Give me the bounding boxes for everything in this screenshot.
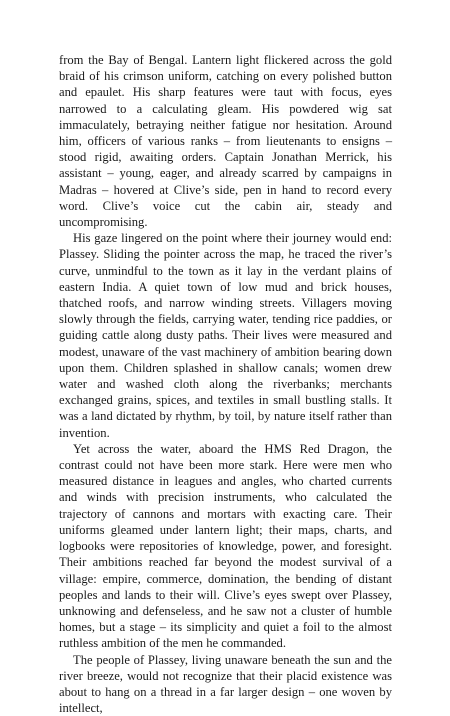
paragraph-1: from the Bay of Bengal. Lantern light flickered across the gold braid of his crimson uniform, catching on every polished button and epaulet. His sharp features were taut with focus, eyes narrowed to a calculating gleam. His powdered wig sat immaculately, betraying neither fatigue nor hesitation. Around him, officers of various ranks – from lieutenants to ensigns – stood rigid, awaiting orders. Captain Jonathan Merrick, his assistant – young, eager, and already scarred by campaigns in Madras – hovered at Clive’s side, pen in hand to record every word. Clive’s voice cut the cabin air, steady and uncompromising. <box>59 53 392 230</box>
paragraph-2: His gaze lingered on the point where their journey would end: Plassey. Sliding the pointer across the map, he traced the river’s curve, unmindful to the town as it lay in the verdant plains of eastern India. A quiet town of low mud and brick houses, thatched roofs, and narrow winding streets. Villagers moving slowly through the fields, carrying water, tending rice paddies, or guiding cattle along dusty paths. Their lives were measured and modest, unaware of the vast machinery of ambition bearing down upon them. Children splashed in shallow canals; women drew water and washed cloth along the riverbanks; merchants exchanged grains, spices, and textiles in small bustling stalls. It was a land dictated by rhythm, by toil, by nature itself rather than invention. <box>59 231 392 440</box>
paragraph-3: Yet across the water, aboard the HMS Red Dragon, the contrast could not have been more stark. Here were men who measured distance in leagues and angles, who charted currents and winds with precision instruments, who calculated the trajectory of cannons and mortars with exacting care. Their uniforms gleamed under lantern light; their maps, charts, and logbooks were repositories of knowledge, power, and foresight. Their ambitions reached far beyond the modest survival of a village: empire, commerce, domination, the bending of distant peoples and lands to their will. Clive’s eyes swept over Plassey, unknowing and defenseless, and he saw not a cluster of humble homes, but a stage – its simplicity and quiet a foil to the almost ruthless ambition of the men he commanded. <box>59 441 392 651</box>
paragraph-4: The people of Plassey, living unaware beneath the sun and the river breeze, would not recognize that their placid existence was about to hang on a thread in a far larger design – one woven by intellect, <box>59 652 392 716</box>
book-page <box>59 52 392 716</box>
